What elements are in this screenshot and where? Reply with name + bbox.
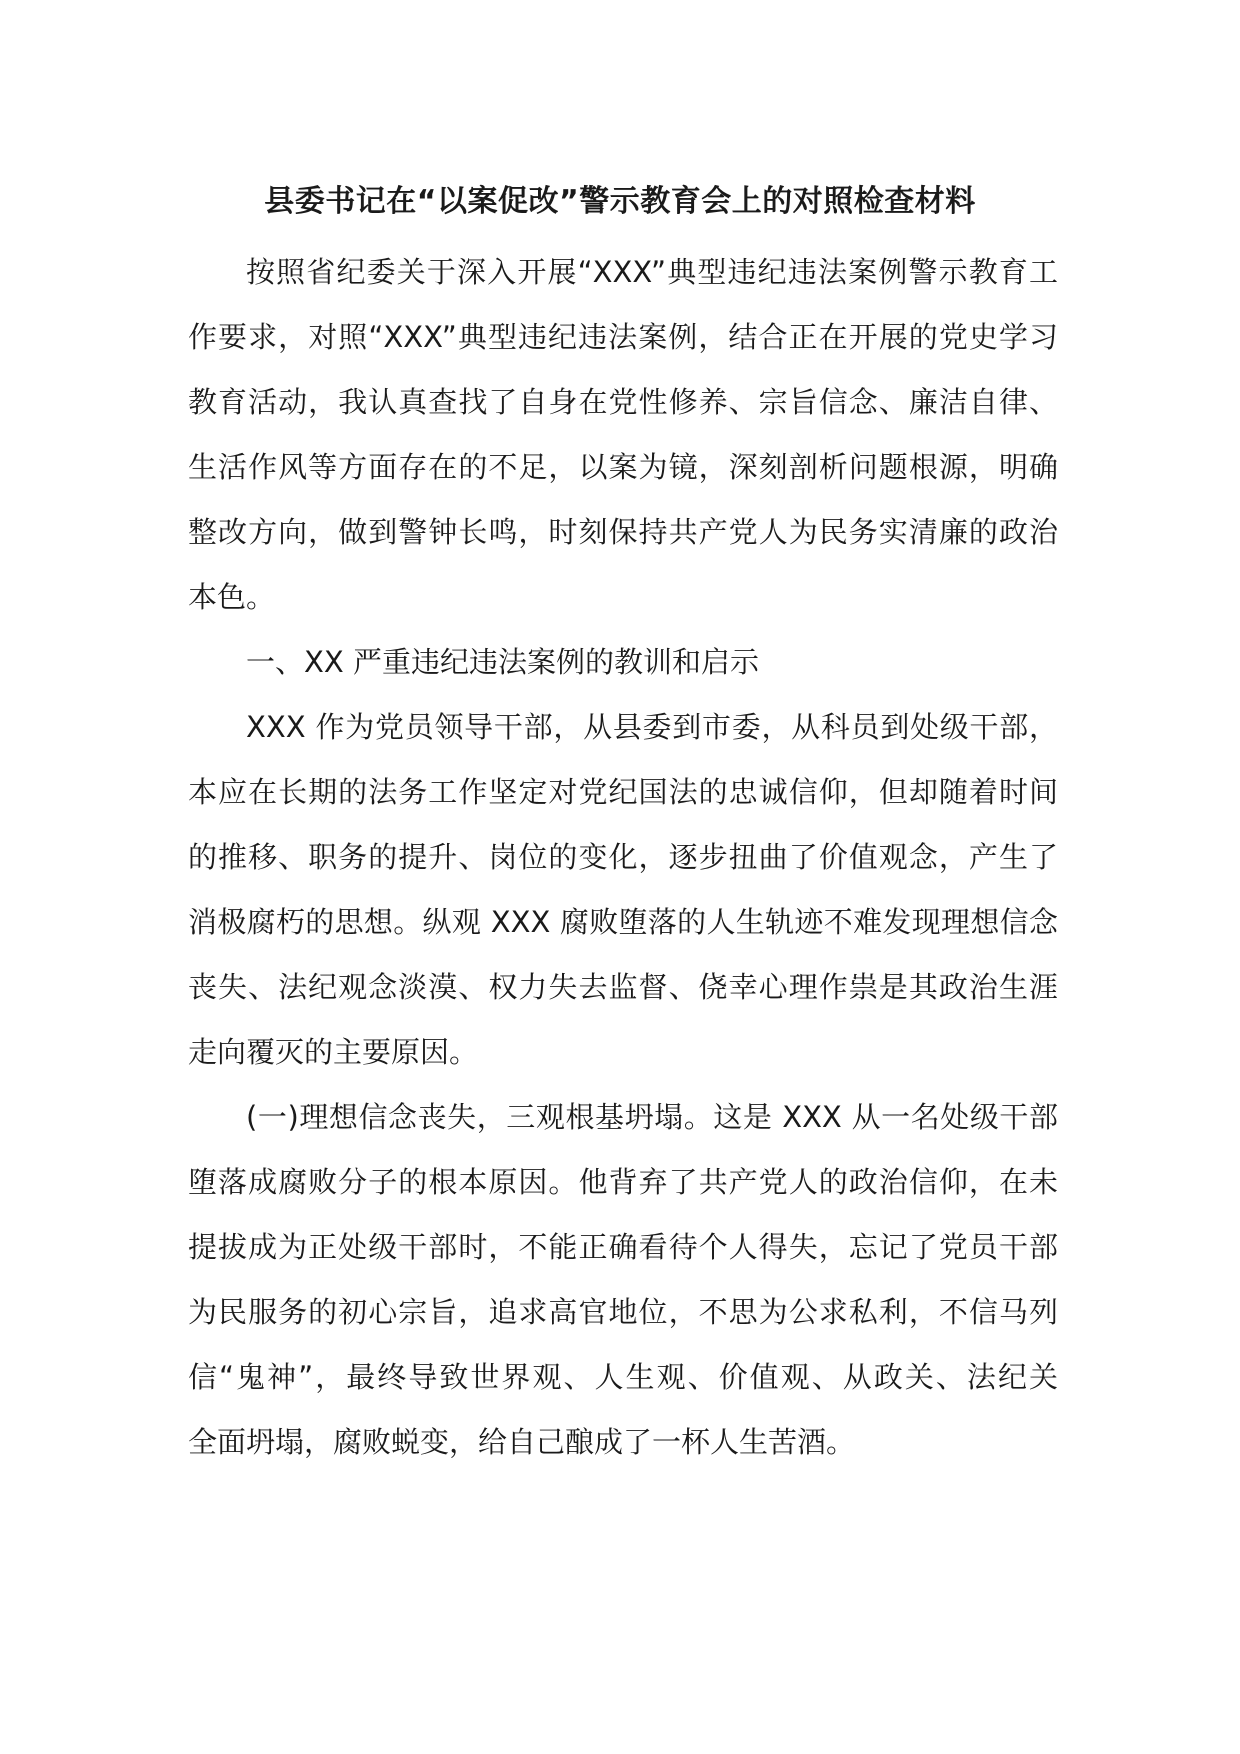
intro-paragraph-line: 作要求，对照“XXX”典型违纪违法案例，结合正在开展的党史学习 — [188, 320, 1058, 354]
intro-paragraph-line: 教育活动，我认真查找了自身在党性修养、宗旨信念、廉洁自律、 — [188, 385, 1058, 419]
subsection-paragraph-line: 信“鬼神”，最终导致世界观、人生观、价值观、从政关、法纪关 — [188, 1360, 1058, 1394]
section-paragraph-line: 消极腐朽的思想。纵观 XXX 腐败堕落的人生轨迹不难发现理想信念 — [188, 905, 1058, 939]
intro-paragraph-line: 生活作风等方面存在的不足，以案为镜，深刻剖析问题根源，明确 — [188, 450, 1058, 484]
subsection-paragraph-line: 为民服务的初心宗旨，追求高官地位，不思为公求私利，不信马列 — [188, 1295, 1058, 1329]
intro-paragraph-line: 本色。 — [188, 580, 276, 614]
document-body — [188, 240, 1058, 1475]
subsection-paragraph-line: 堕落成腐败分子的根本原因。他背弃了共产党人的政治信仰，在未 — [188, 1165, 1058, 1199]
subsection-paragraph-line: 全面坍塌，腐败蜕变，给自己酿成了一杯人生苦酒。 — [188, 1425, 856, 1459]
section-paragraph-line: 本应在长期的法务工作坚定对党纪国法的忠诚信仰，但却随着时间 — [188, 775, 1058, 809]
intro-paragraph-line: 整改方向，做到警钟长鸣，时刻保持共产党人为民务实清廉的政治 — [188, 515, 1058, 549]
subsection-paragraph-line: (一)理想信念丧失，三观根基坍塌。这是 XXX 从一名处级干部 — [246, 1100, 1058, 1134]
document-title: 县委书记在“以案促改”警示教育会上的对照检查材料 — [264, 184, 976, 219]
section-paragraph-line: XXX 作为党员领导干部，从县委到市委，从科员到处级干部， — [246, 710, 1058, 744]
section-heading: 一、XX 严重违纪违法案例的教训和启示 — [246, 645, 759, 679]
section-paragraph-line: 丧失、法纪观念淡漠、权力失去监督、侥幸心理作祟是其政治生涯 — [188, 970, 1058, 1004]
subsection-paragraph-line: 提拔成为正处级干部时，不能正确看待个人得失，忘记了党员干部 — [188, 1230, 1058, 1264]
intro-paragraph-line: 按照省纪委关于深入开展“XXX”典型违纪违法案例警示教育工 — [246, 255, 1058, 289]
section-paragraph-line: 走向覆灭的主要原因。 — [188, 1035, 479, 1069]
section-paragraph-line: 的推移、职务的提升、岗位的变化，逐步扭曲了价值观念，产生了 — [188, 840, 1058, 874]
